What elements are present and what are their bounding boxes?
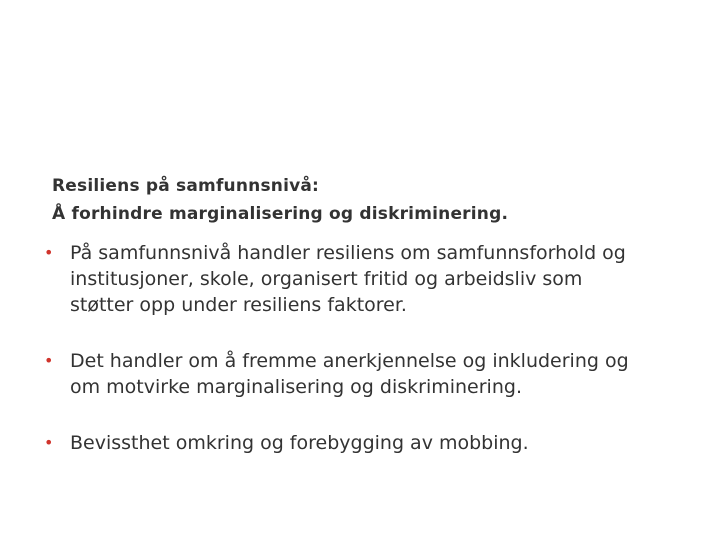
bullet-dot-icon: • [44, 433, 54, 452]
title-line-1: Resiliens på samfunnsnivå: [52, 176, 320, 196]
bullet-item-3 [44, 430, 684, 456]
slide-title [52, 172, 692, 228]
bullet-list [44, 240, 684, 456]
bullet-item-1 [44, 240, 684, 318]
bullet-text-3: Bevissthet omkring og forebygging av mobbing. [70, 432, 529, 454]
title-line-2: Å forhindre marginalisering og diskriminering. [52, 204, 509, 224]
bullet-dot-icon: • [44, 351, 54, 370]
bullet-item-2 [44, 348, 684, 400]
bullet-text-2: Det handler om å fremme anerkjennelse og inkludering og om motvirke marginalisering og diskriminering. [70, 350, 629, 398]
bullet-text-1: På samfunnsnivå handler resiliens om samfunnsforhold og institusjoner, skole, organisert fritid og arbeidsliv som støtter opp under resiliens faktorer. [70, 242, 626, 316]
bullet-dot-icon: • [44, 243, 54, 262]
